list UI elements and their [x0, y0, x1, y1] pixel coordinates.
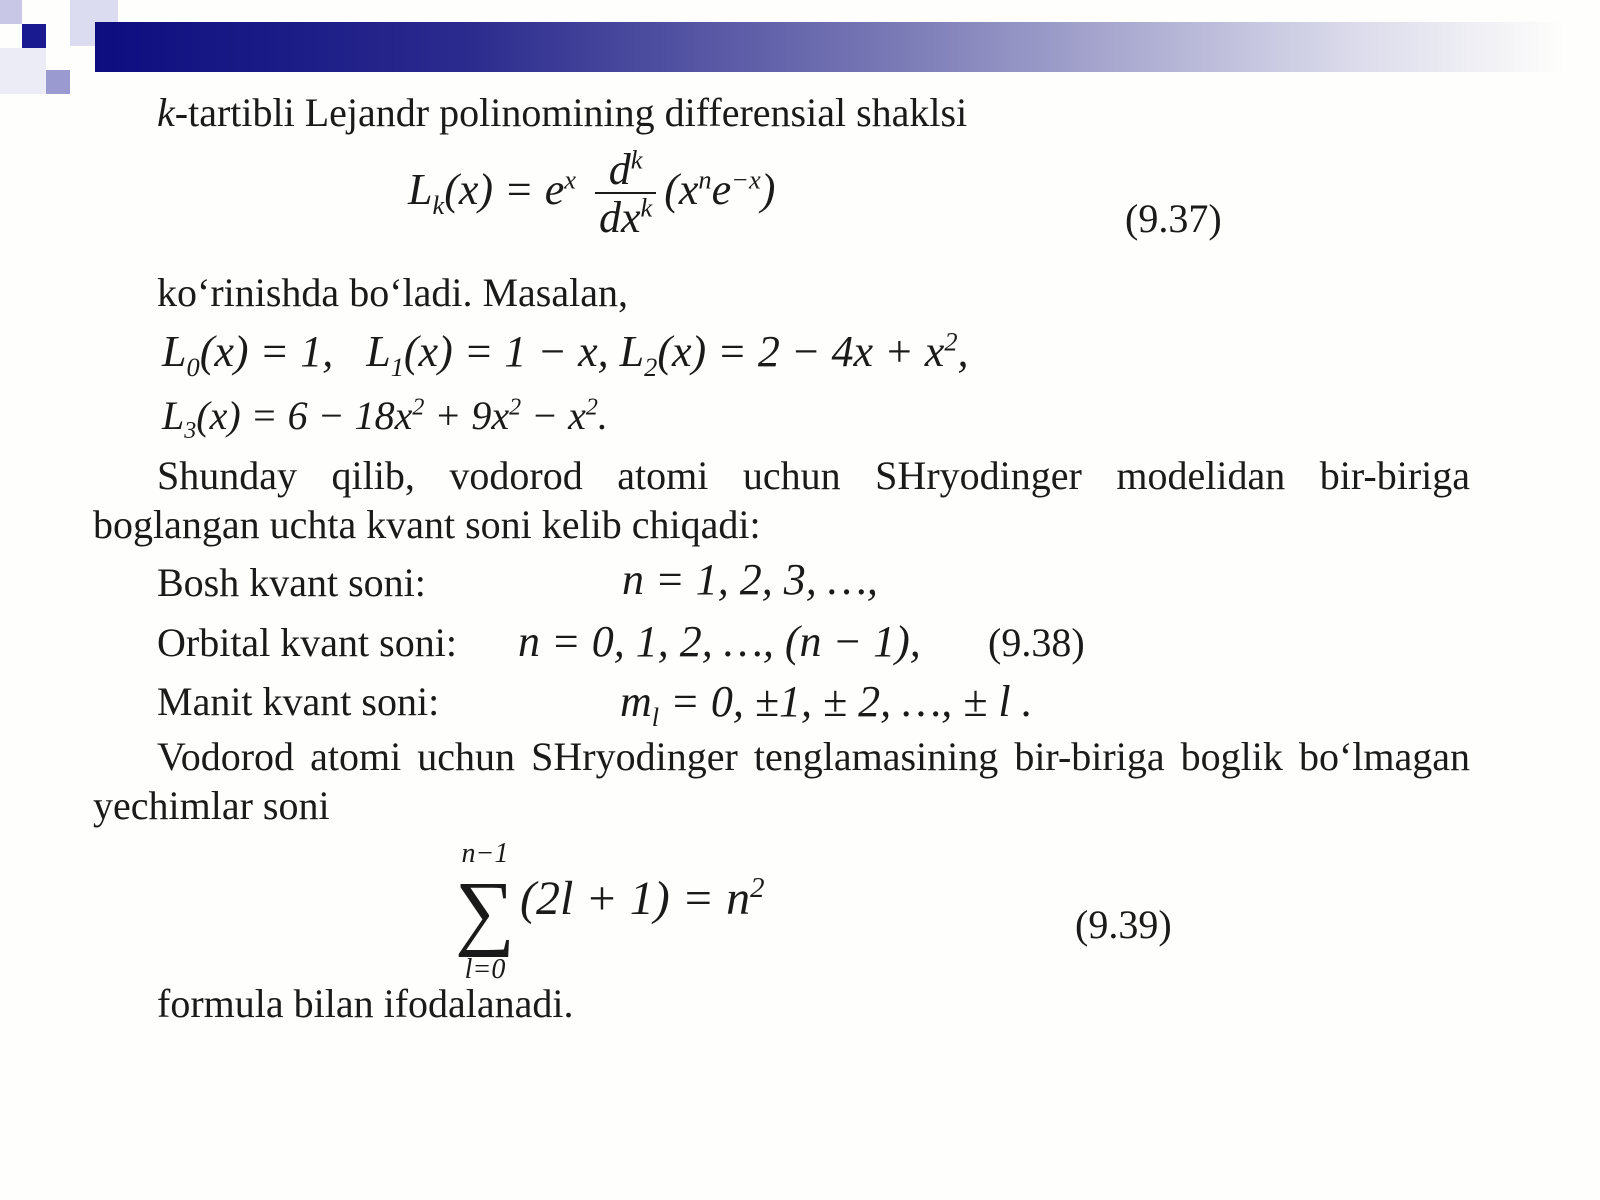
l3-c: − x	[521, 393, 586, 438]
eq937-rhs-open: (x	[664, 165, 699, 215]
l3-sup1: 2	[412, 394, 425, 421]
manit-sub: l	[651, 701, 660, 732]
equation-number-9-37: (9.37)	[1125, 196, 1222, 241]
l1-sub: 1	[390, 351, 404, 382]
intro-text	[157, 90, 968, 135]
l2-sub: 2	[644, 351, 658, 382]
header-square-light	[0, 0, 22, 24]
manit-value-text: = 0, ±1, ± 2, …, ± l .	[659, 677, 1033, 726]
sum-expr: (2l + 1) = n	[520, 872, 751, 925]
manit-m: m	[620, 677, 652, 726]
sum-upper: n−1	[461, 838, 509, 869]
eq937-rhs-close: )	[760, 165, 776, 215]
l0-L: L	[162, 327, 187, 376]
eq937-L: L	[408, 165, 433, 215]
l1-rest: (x) = 1 − x,	[403, 327, 609, 376]
vodorod-line-2: yechimlar soni	[93, 783, 330, 828]
sum-sup: 2	[750, 872, 765, 904]
l0-rest: (x) = 1,	[199, 327, 334, 376]
intro-rest: -tartibli Lejandr polinomining differensial shaklsi	[174, 90, 968, 135]
eq937-frac-den: dx	[598, 193, 641, 242]
l2-L: L	[619, 327, 645, 376]
manit-label: Manit kvant soni:	[157, 679, 440, 724]
header-square-dark	[22, 24, 46, 48]
sum-symbol: ∑	[455, 865, 515, 958]
shunday-line-1: Shunday qilib, vodorod atomi uchun SHryodinger modelidan bir-biriga	[157, 453, 1470, 498]
legendre-l3	[162, 393, 608, 444]
l3-sup2: 2	[509, 394, 522, 421]
eq937-fraction	[595, 144, 656, 242]
sum-expression	[520, 872, 765, 925]
eq937-sub: k	[432, 189, 445, 220]
l1-L: L	[366, 327, 391, 376]
eq937-rhs-sup-n: n	[698, 164, 712, 195]
l3-end: .	[597, 393, 608, 438]
l2-rest: (x) = 2 − 4x + x	[657, 327, 945, 376]
intro-italic: k	[157, 90, 175, 135]
vodorod-line-1: Vodorod atomi uchun SHryodinger tenglamasining bir-biriga boglik bo‘lmagan	[157, 734, 1470, 779]
manit-value	[620, 677, 1033, 732]
l3-sup3: 2	[585, 394, 598, 421]
l3-a: (x) = 6 − 18x	[196, 393, 413, 438]
bosh-value: n = 1, 2, 3, …,	[622, 555, 878, 604]
orbital-label: Orbital kvant soni:	[157, 620, 457, 665]
orbital-value: n = 0, 1, 2, …, (n − 1),	[518, 617, 921, 666]
bosh-label: Bosh kvant soni:	[157, 560, 426, 605]
sum-lower: l=0	[464, 954, 506, 985]
l2-end: ,	[957, 327, 969, 376]
l3-b: + 9x	[424, 393, 510, 438]
header-square-small	[46, 70, 70, 94]
shunday-line-2: boglangan uchta kvant soni kelib chiqadi:	[93, 502, 761, 547]
formula-line: formula bilan ifodalanadi.	[157, 981, 574, 1026]
equation-number-9-38: (9.38)	[988, 620, 1085, 665]
l3-sub: 3	[184, 418, 197, 444]
l3-L: L	[162, 393, 185, 438]
legendre-l0-l2	[162, 326, 969, 382]
header-bar	[95, 22, 1565, 72]
korinishda-text: ko‘rinishda bo‘ladi. Masalan,	[157, 270, 628, 315]
eq937-rhs-sup: −x	[731, 164, 761, 195]
header-square-small2	[0, 48, 46, 94]
summation	[455, 838, 515, 986]
equation-9-37	[408, 144, 776, 242]
eq937-frac-num: d	[608, 145, 631, 194]
equation-number-9-39: (9.39)	[1075, 902, 1172, 947]
eq937-sup: x	[564, 164, 576, 195]
l0-sub: 0	[186, 351, 200, 382]
l2-sup: 2	[944, 326, 958, 357]
eq937-arg: (x) = e	[444, 165, 565, 215]
eq937-rhs-e: e	[711, 165, 732, 215]
eq937-frac-num-sup: k	[630, 144, 643, 175]
eq937-frac-den-sup: k	[640, 192, 653, 223]
